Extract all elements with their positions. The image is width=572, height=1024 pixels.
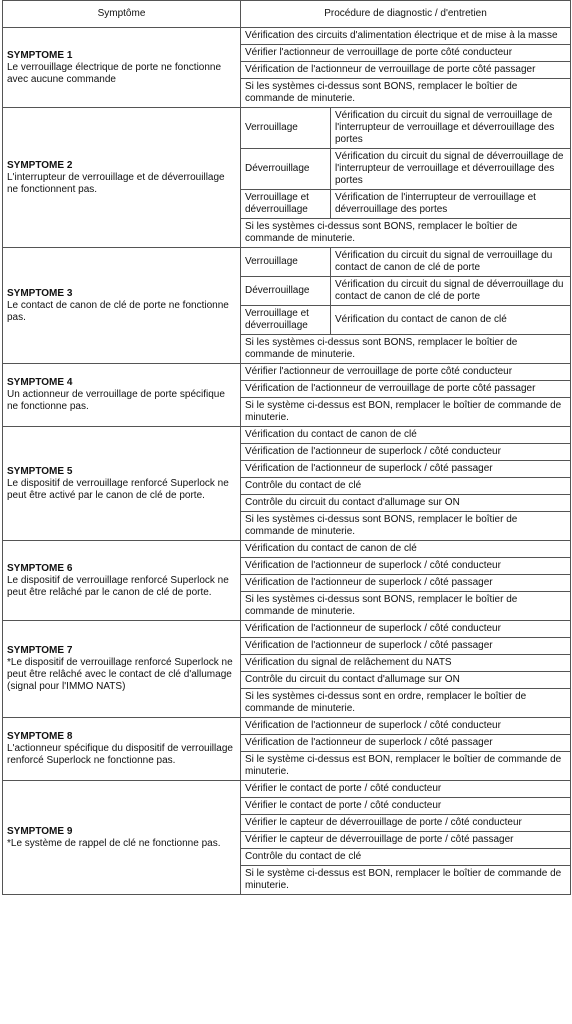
- procedure-cell: Vérifier l'actionneur de verrouillage de porte côté conducteur: [241, 364, 571, 381]
- symptom-title: SYMPTOME 8: [7, 731, 73, 742]
- symptom-title: SYMPTOME 2: [7, 159, 73, 171]
- symptom-title: SYMPTOME 1: [7, 49, 73, 61]
- symptom-description: *Le dispositif de verrouillage renforcé Superlock ne peut être relâché avec le contact de clé d'allumage (signal pour l'IMMO NATS): [7, 657, 233, 692]
- procedure-cell: Contrôle du contact de clé: [241, 478, 571, 495]
- table-row: [3, 621, 571, 638]
- procedure-cell: Vérification de l'actionneur de verrouillage de porte côté passager: [241, 381, 571, 398]
- procedure-cell: Si le système ci-dessus est BON, remplacer le boîtier de commande de minuterie.: [241, 398, 571, 427]
- table-row: [3, 427, 571, 444]
- symptom-description: Le dispositif de verrouillage renforcé Superlock ne peut être relâché par le canon de clé de porte.: [7, 574, 229, 598]
- procedure-cell: Contrôle du circuit du contact d'allumage sur ON: [241, 672, 571, 689]
- procedure-cell: Si le système ci-dessus est BON, remplacer le boîtier de commande de minuterie.: [241, 866, 571, 895]
- procedure-cell: Si les systèmes ci-dessus sont BONS, remplacer le boîtier de commande de minuterie.: [241, 219, 571, 248]
- procedure-cell: Vérification du contact de canon de clé: [331, 306, 571, 335]
- procedure-cell: Vérifier le contact de porte / côté conducteur: [241, 798, 571, 815]
- symptom-description: L'actionneur spécifique du dispositif de verrouillage renforcé Superlock ne fonctionne pas.: [7, 743, 233, 766]
- condition-cell: Verrouillage: [241, 108, 331, 149]
- procedure-cell: Vérification de l'actionneur de superlock / côté passager: [241, 638, 571, 655]
- table-row: [3, 364, 571, 381]
- symptom-title: SYMPTOME 6: [7, 562, 73, 574]
- procedure-cell: Vérification de l'actionneur de verrouillage de porte côté passager: [241, 62, 571, 79]
- procedure-cell: Contrôle du contact de clé: [241, 849, 571, 866]
- procedure-cell: Contrôle du circuit du contact d'allumage sur ON: [241, 495, 571, 512]
- symptom-cell: [3, 781, 241, 895]
- table-row: [3, 718, 571, 735]
- procedure-cell: Vérification des circuits d'alimentation électrique et de mise à la masse: [241, 28, 571, 45]
- symptom-description: Le verrouillage électrique de porte ne fonctionne avec aucune commande: [7, 61, 222, 85]
- condition-cell: Déverrouillage: [241, 149, 331, 190]
- procedure-cell: Si les systèmes ci-dessus sont BONS, remplacer le boîtier de commande de minuterie.: [241, 512, 571, 541]
- symptom-description: Le dispositif de verrouillage renforcé Superlock ne peut être activé par le canon de clé de porte.: [7, 477, 229, 501]
- procedure-cell: Vérification du circuit du signal de déverrouillage du contact de canon de clé de porte: [331, 277, 571, 306]
- symptom-cell: [3, 28, 241, 108]
- procedure-cell: Vérifier le contact de porte / côté conducteur: [241, 781, 571, 798]
- procedure-cell: Vérification de l'actionneur de superlock / côté conducteur: [241, 621, 571, 638]
- procedure-cell: Si les systèmes ci-dessus sont BONS, remplacer le boîtier de commande de minuterie.: [241, 335, 571, 364]
- symptom-cell: [3, 248, 241, 364]
- procedure-cell: Vérification de l'interrupteur de verrouillage et déverrouillage des portes: [331, 190, 571, 219]
- symptom-description: *Le système de rappel de clé ne fonctionne pas.: [7, 837, 221, 849]
- table-row: [3, 541, 571, 558]
- table-row: [3, 248, 571, 277]
- procedure-cell: Si les systèmes ci-dessus sont BONS, remplacer le boîtier de commande de minuterie.: [241, 79, 571, 108]
- symptom-description: L'interrupteur de verrouillage et de déverrouillage ne fonctionnent pas.: [7, 171, 225, 195]
- header-procedure: Procédure de diagnostic / d'entretien: [241, 1, 571, 28]
- procedure-cell: Vérification du contact de canon de clé: [241, 427, 571, 444]
- condition-cell: Verrouillage: [241, 248, 331, 277]
- procedure-cell: Vérification de l'actionneur de superlock / côté passager: [241, 735, 571, 752]
- procedure-cell: Vérification de l'actionneur de superlock / côté passager: [241, 575, 571, 592]
- procedure-cell: Vérification du contact de canon de clé: [241, 541, 571, 558]
- procedure-cell: Vérification de l'actionneur de superlock / côté conducteur: [241, 444, 571, 461]
- symptom-cell: [3, 427, 241, 541]
- symptom-title: SYMPTOME 9: [7, 825, 73, 837]
- symptom-description: Le contact de canon de clé de porte ne fonctionne pas.: [7, 299, 229, 323]
- procedure-cell: Si le système ci-dessus est BON, remplacer le boîtier de commande de minuterie.: [241, 752, 571, 781]
- procedure-cell: Vérifier le capteur de déverrouillage de porte / côté passager: [241, 832, 571, 849]
- procedure-cell: Vérification du circuit du signal de déverrouillage de l'interrupteur de verrouillage et déverrouillage des portes: [331, 149, 571, 190]
- condition-cell: Verrouillage et déverrouillage: [241, 306, 331, 335]
- procedure-cell: Vérification du signal de relâchement du NATS: [241, 655, 571, 672]
- symptom-cell: [3, 718, 241, 781]
- table-row: [3, 28, 571, 45]
- procedure-cell: Vérification de l'actionneur de superlock / côté conducteur: [241, 558, 571, 575]
- symptom-cell: [3, 621, 241, 718]
- symptom-title: SYMPTOME 7: [7, 645, 73, 656]
- symptom-cell: [3, 108, 241, 248]
- table-row: [3, 781, 571, 798]
- table-row: [3, 108, 571, 149]
- procedure-cell: Vérification de l'actionneur de superlock / côté passager: [241, 461, 571, 478]
- symptom-title: SYMPTOME 4: [7, 377, 73, 388]
- procedure-cell: Vérification de l'actionneur de superlock / côté conducteur: [241, 718, 571, 735]
- symptom-title: SYMPTOME 5: [7, 465, 73, 477]
- header-row: [3, 1, 571, 28]
- symptom-title: SYMPTOME 3: [7, 287, 73, 299]
- header-symptom: Symptôme: [3, 1, 241, 28]
- procedure-cell: Vérifier le capteur de déverrouillage de porte / côté conducteur: [241, 815, 571, 832]
- symptom-cell: [3, 364, 241, 427]
- procedure-cell: Vérifier l'actionneur de verrouillage de porte côté conducteur: [241, 45, 571, 62]
- condition-cell: Déverrouillage: [241, 277, 331, 306]
- procedure-cell: Si les systèmes ci-dessus sont en ordre, remplacer le boîtier de commande de minuterie.: [241, 689, 571, 718]
- procedure-cell: Vérification du circuit du signal de verrouillage du contact de canon de clé de porte: [331, 248, 571, 277]
- procedure-cell: Si les systèmes ci-dessus sont BONS, remplacer le boîtier de commande de minuterie.: [241, 592, 571, 621]
- diagnostic-table: [2, 0, 571, 895]
- symptom-description: Un actionneur de verrouillage de porte spécifique ne fonctionne pas.: [7, 389, 225, 412]
- condition-cell: Verrouillage et déverrouillage: [241, 190, 331, 219]
- symptom-cell: [3, 541, 241, 621]
- procedure-cell: Vérification du circuit du signal de verrouillage de l'interrupteur de verrouillage et déverrouillage des portes: [331, 108, 571, 149]
